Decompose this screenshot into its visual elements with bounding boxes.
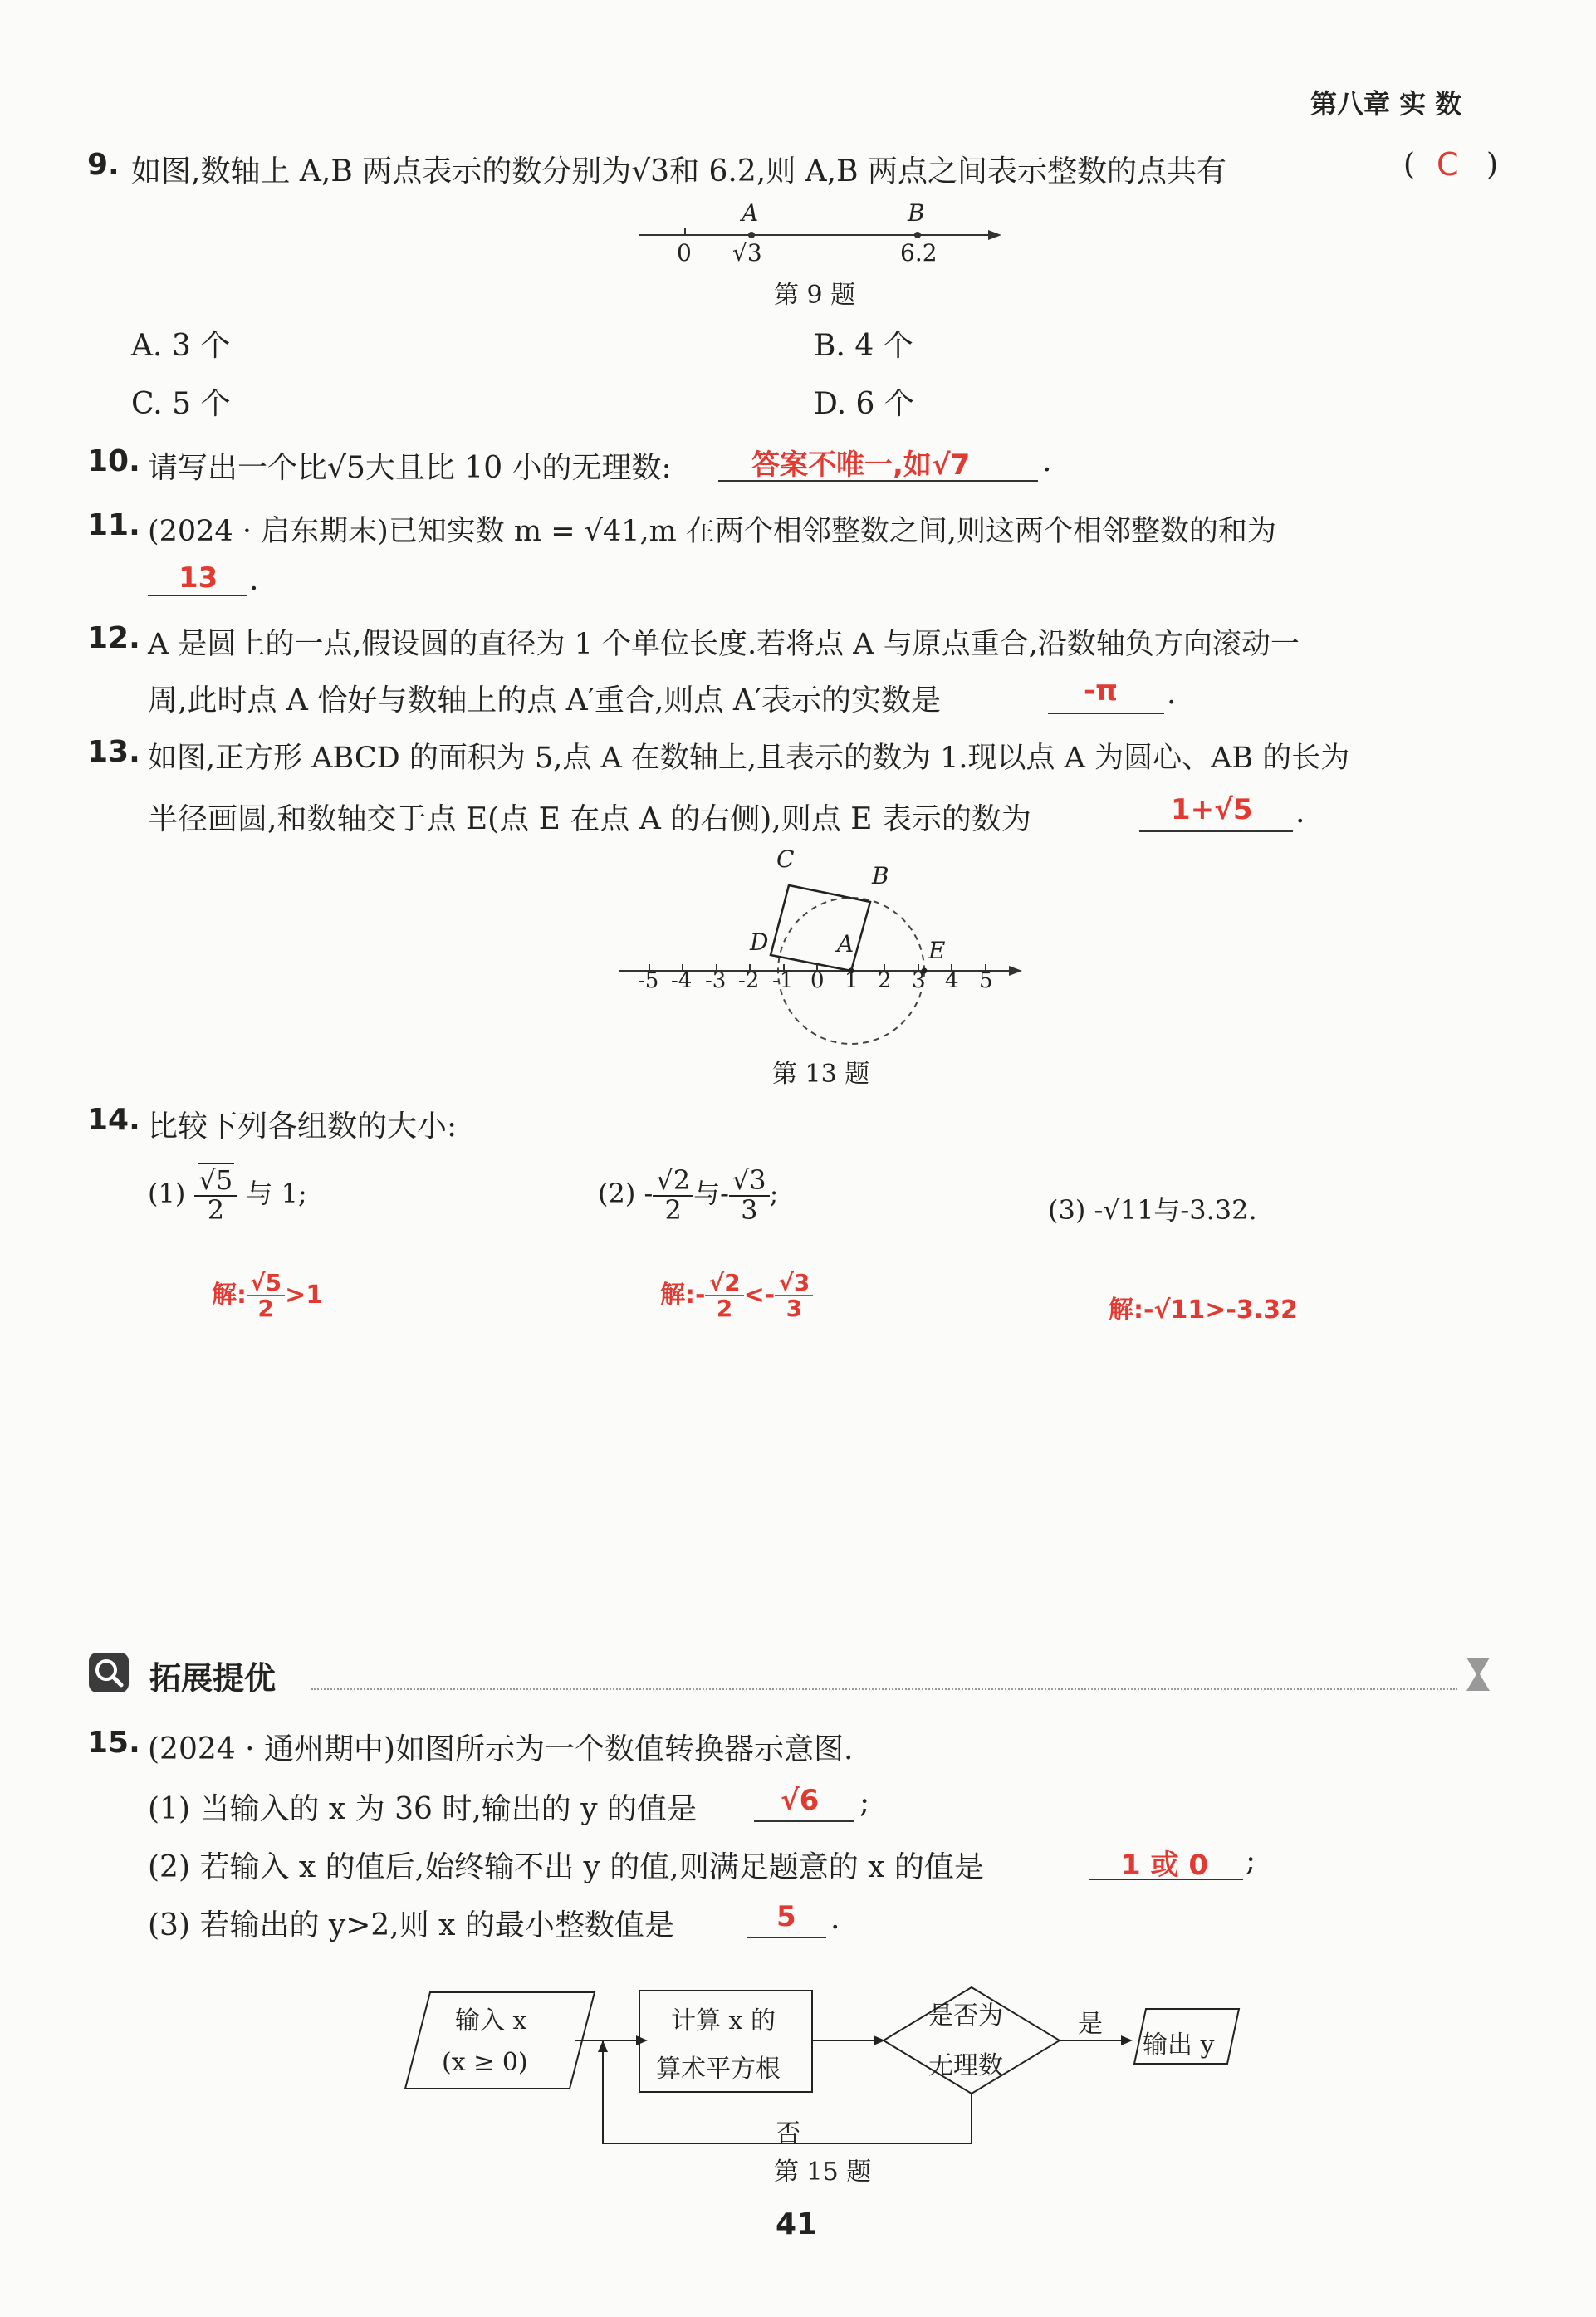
q15-part3-end: . <box>830 1902 840 1936</box>
q10-text: 请写出一个比√5大且比 10 小的无理数: <box>148 451 672 485</box>
section-divider <box>311 1688 1457 1690</box>
q13-tick-label: 3 <box>912 968 926 993</box>
q13-number: 13. <box>87 735 140 769</box>
q12-line2: 周,此时点 A 恰好与数轴上的点 A′重合,则点 A′表示的实数是 <box>148 683 942 718</box>
q13-tick-label: 4 <box>945 968 959 993</box>
q15-answer1: √6 <box>781 1784 820 1817</box>
q14-answer3: 解:-√11>-3.32 <box>1109 1296 1298 1325</box>
q14-answer2: 解:- $\frac{√2}{2}$ <- $\frac{√3}{3}$ <box>660 1271 813 1321</box>
q13-fig-label-D: D <box>750 928 769 956</box>
flow-yes-label: 是 <box>1078 2010 1103 2039</box>
flow-decide-line1: 是否为 <box>928 2001 1003 2030</box>
q11-text: (2024 · 启东期末)已知实数 m = √41,m 在两个相邻整数之间,则这两个相邻整数的和为 <box>148 515 1277 548</box>
q14-answer1: 解: $\frac{√5}{2}$ >1 <box>212 1269 324 1323</box>
q9-fig-label-B: B <box>908 199 925 227</box>
page-number: 41 <box>776 2207 818 2241</box>
q9-paren-close: ) <box>1486 148 1499 182</box>
q13-tick-label: -3 <box>705 968 727 993</box>
q15-part1-end: ; <box>859 1786 870 1820</box>
hourglass-icon <box>1461 1654 1495 1694</box>
q14-text: 比较下列各组数的大小: <box>148 1110 458 1144</box>
q11-answer: 13 <box>179 561 218 595</box>
q9-number: 9. <box>87 148 120 182</box>
q12-end: . <box>1167 677 1177 711</box>
q15-part3: (3) 若输出的 y>2,则 x 的最小整数值是 <box>148 1908 674 1942</box>
q13-end: . <box>1295 796 1305 830</box>
q9-option-b: B. 4 个 <box>814 329 913 363</box>
q11-number: 11. <box>87 508 140 542</box>
q15-part2-end: ; <box>1246 1844 1256 1878</box>
q9-caption: 第 9 题 <box>774 281 856 310</box>
q15-part2: (2) 若输入 x 的值后,始终输不出 y 的值,则满足题意的 x 的值是 <box>148 1850 984 1884</box>
q14-part3: (3) -√11与-3.32. <box>1048 1194 1257 1226</box>
q13-tick-label: -4 <box>671 968 693 993</box>
q13-tick-label: 0 <box>810 968 825 993</box>
q14-number: 14. <box>87 1103 140 1137</box>
flow-input-line2: (x ≥ 0) <box>442 2048 528 2077</box>
q13-geometry-figure <box>614 847 1030 1055</box>
q9-option-c: C. 5 个 <box>131 387 231 421</box>
q9-fig-label-A: A <box>742 199 759 227</box>
q9-fig-tick-6-2: 6.2 <box>900 239 938 267</box>
q9-answer: C <box>1437 146 1459 183</box>
magnifier-icon <box>87 1651 130 1694</box>
section-title: 拓展提优 <box>149 1660 277 1697</box>
q10-end: . <box>1042 444 1052 478</box>
q12-line1: A 是圆上的一点,假设圆的直径为 1 个单位长度.若将点 A 与原点重合,沿数轴负方向滚动一 <box>148 628 1300 661</box>
q13-tick-label: 1 <box>845 968 859 993</box>
q13-fig-label-E: E <box>928 937 946 964</box>
flow-calc-line1: 计算 x 的 <box>671 2006 776 2035</box>
q10-number: 10. <box>87 444 140 478</box>
flow-input-line1: 输入 x <box>455 2006 527 2035</box>
q11-end: . <box>249 563 259 597</box>
q13-answer: 1+√5 <box>1171 793 1253 826</box>
q13-tick-label: -1 <box>772 968 794 993</box>
q14-part1: (1) $\frac{√5}{2}$ 与 1; <box>148 1164 307 1226</box>
q13-fig-label-A: A <box>837 930 854 958</box>
q13-tick-label: -2 <box>738 968 760 993</box>
q13-caption: 第 13 题 <box>772 1060 870 1089</box>
q13-tick-label: 2 <box>878 968 892 993</box>
q9-fig-tick-0: 0 <box>677 239 692 267</box>
flow-no-label: 否 <box>776 2119 800 2148</box>
q13-line1: 如图,正方形 ABCD 的面积为 5,点 A 在数轴上,且表示的数为 1.现以点 A 为圆心、AB 的长为 <box>148 742 1350 775</box>
q15-number: 15. <box>87 1726 140 1760</box>
q12-number: 12. <box>87 621 140 655</box>
q9-paren-open: ( <box>1403 148 1416 182</box>
q13-tick-label: 5 <box>979 968 993 993</box>
q9-option-a: A. 3 个 <box>131 329 231 363</box>
q15-caption: 第 15 题 <box>774 2158 872 2187</box>
flow-decide-line2: 无理数 <box>928 2051 1003 2080</box>
q12-answer: -π <box>1084 674 1119 708</box>
q9-option-d: D. 6 个 <box>814 387 914 421</box>
flow-output: 输出 y <box>1143 2030 1215 2060</box>
q13-fig-label-B: B <box>872 862 889 889</box>
q13-tick-label: -5 <box>638 968 659 993</box>
q9-fig-tick-sqrt3: √3 <box>732 239 762 267</box>
q15-answer3: 5 <box>776 1900 796 1933</box>
q10-answer: 答案不唯一,如√7 <box>751 448 971 482</box>
q14-part2: (2) - $\frac{√2}{2}$ 与- $\frac{√3}{3}$ ; <box>598 1164 779 1226</box>
chapter-header: 第八章 实 数 <box>1310 88 1462 120</box>
q15-answer2: 1 或 0 <box>1121 1849 1208 1882</box>
q15-part1: (1) 当输入的 x 为 36 时,输出的 y 的值是 <box>148 1792 697 1826</box>
q13-fig-label-C: C <box>776 845 795 873</box>
q15-text: (2024 · 通州期中)如图所示为一个数值转换器示意图. <box>148 1732 854 1766</box>
flow-calc-line2: 算术平方根 <box>656 2055 781 2084</box>
q9-text: 如图,数轴上 A,B 两点表示的数分别为√3和 6.2,则 A,B 两点之间表示整数的点共有 <box>131 154 1226 189</box>
q13-line2: 半径画圆,和数轴交于点 E(点 E 在点 A 的右侧),则点 E 表示的数为 <box>148 802 1031 836</box>
